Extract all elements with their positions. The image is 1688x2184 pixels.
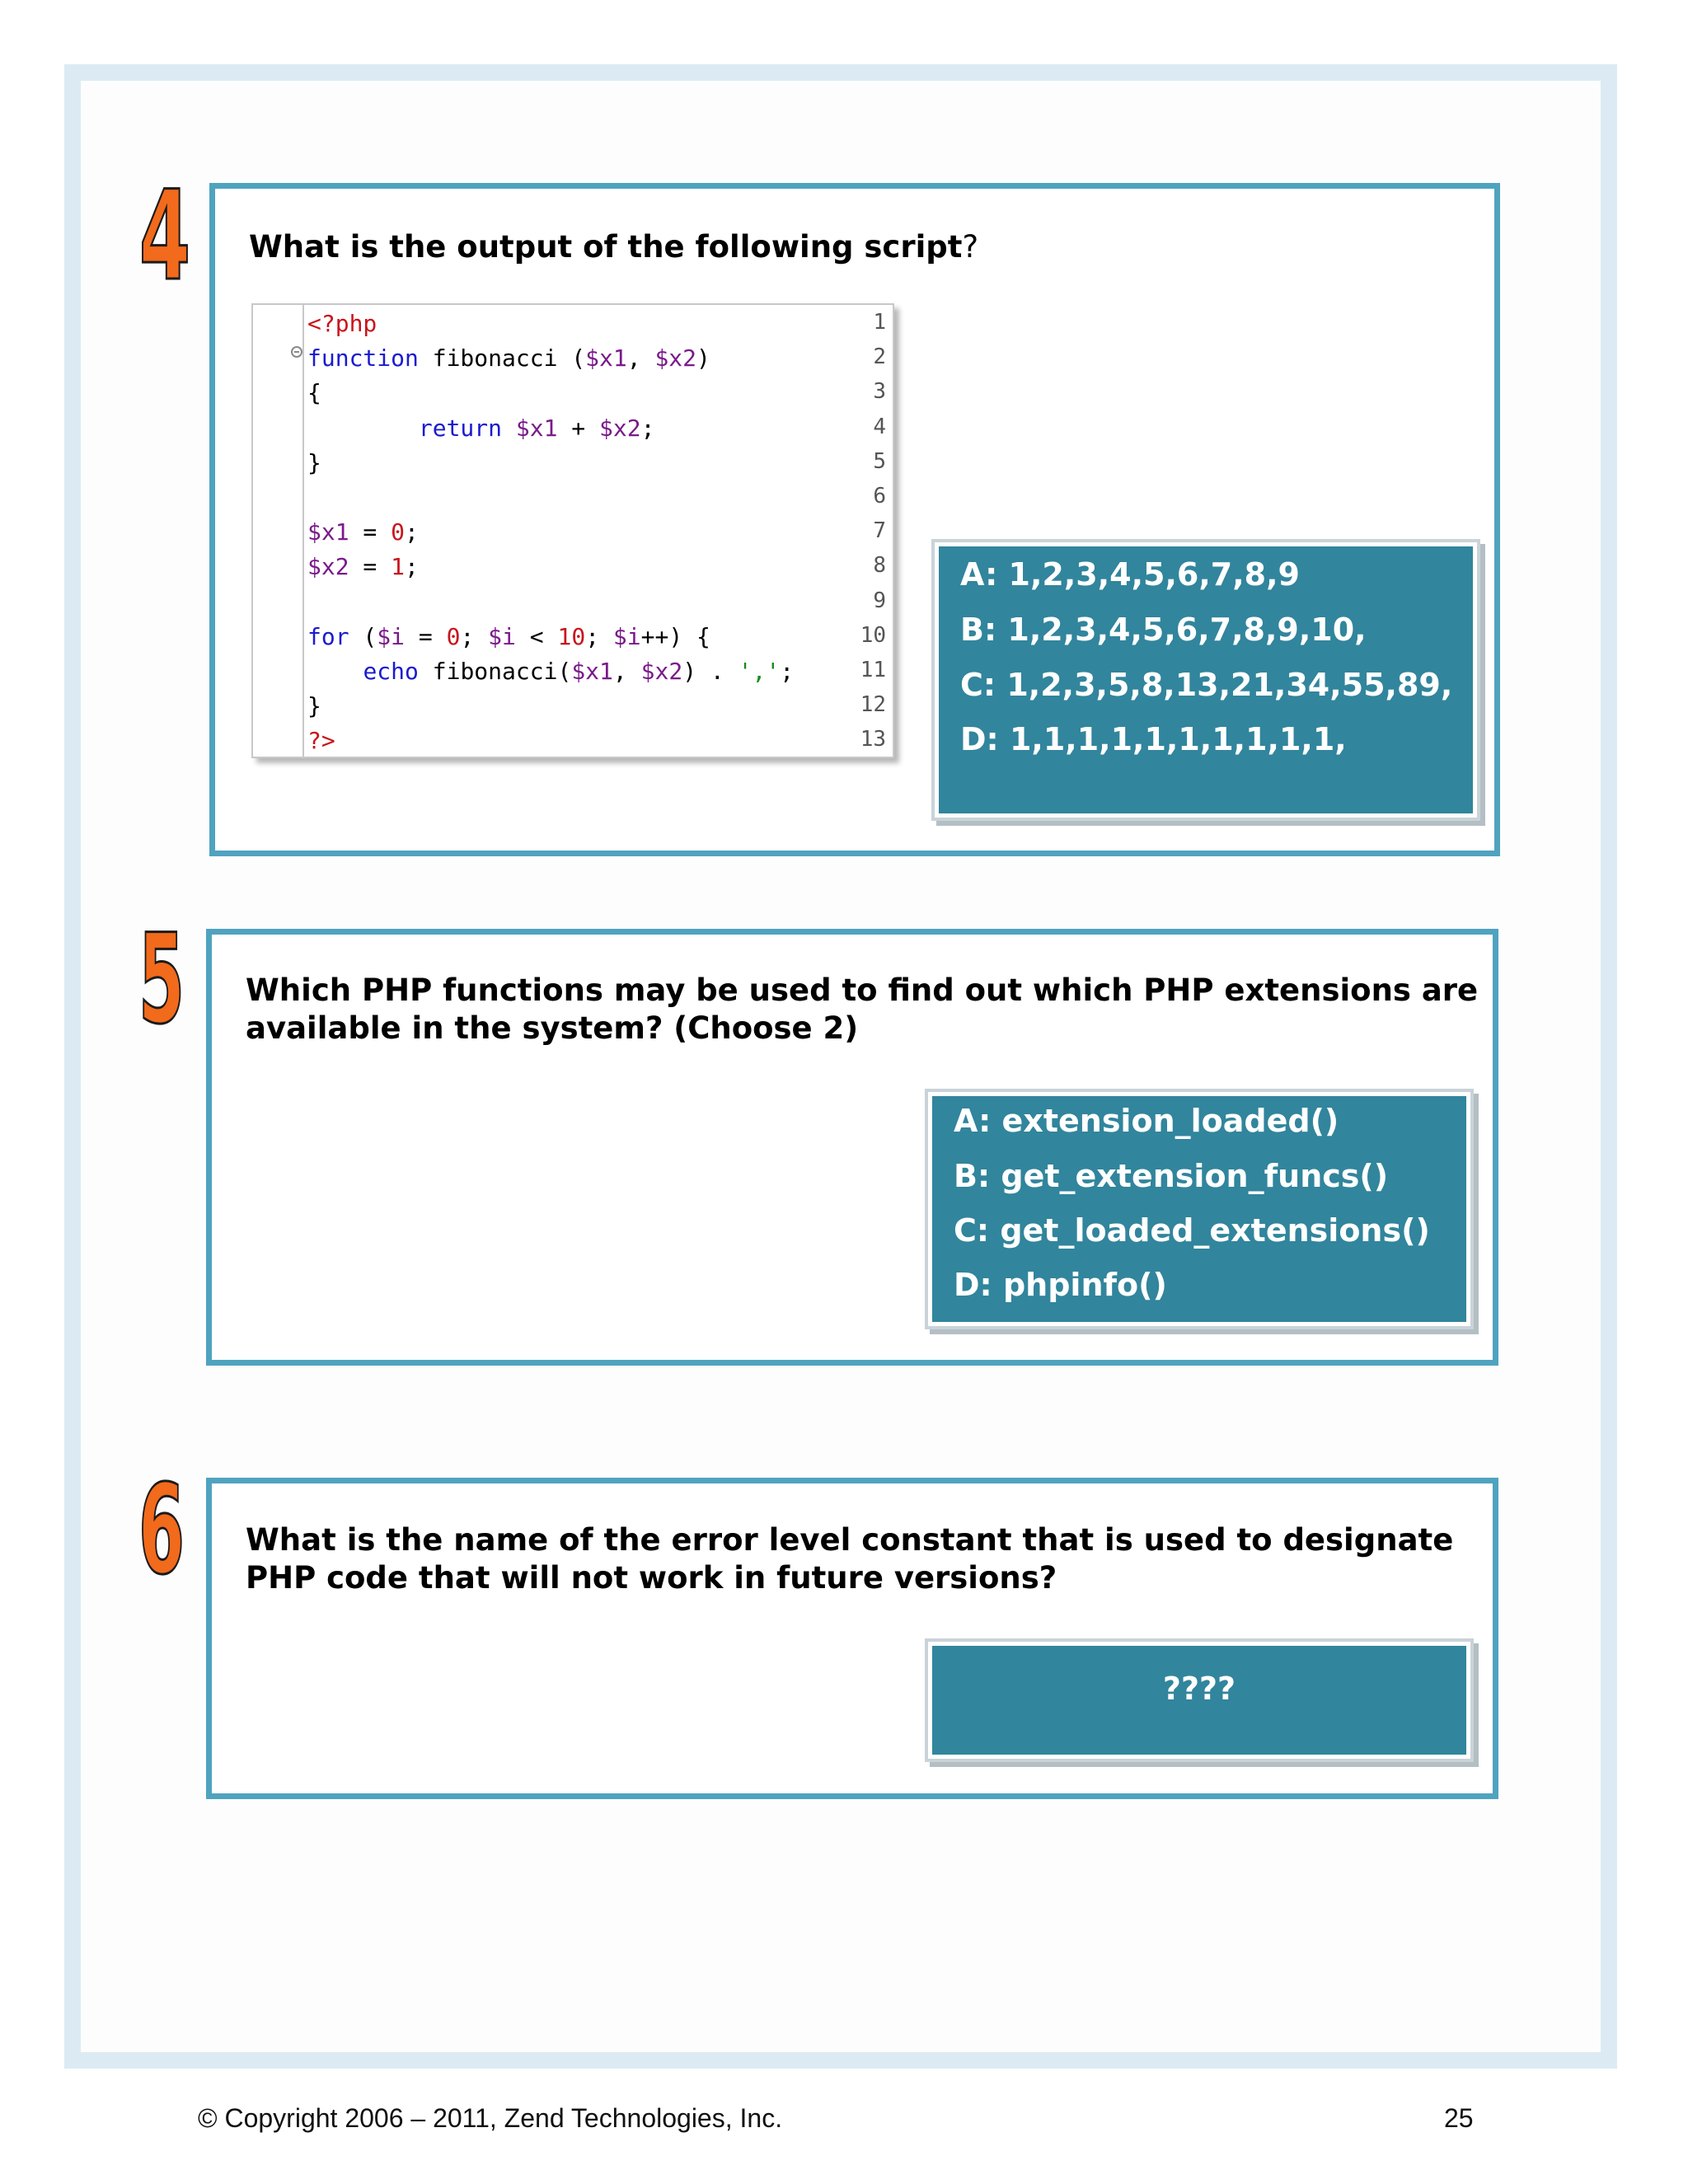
code-token: 10 — [557, 622, 586, 650]
question-number-4: 4 — [139, 165, 190, 308]
code-token: fibonacci( — [418, 658, 572, 685]
code-token: ; — [640, 414, 655, 442]
answer-option-a[interactable]: A: extension_loaded() — [954, 1103, 1339, 1139]
question-number-5: 5 — [138, 908, 185, 1052]
code-token: $x2 — [640, 658, 683, 685]
code-token: $x1 — [515, 414, 558, 442]
code-token: $i — [488, 622, 516, 650]
answer-option-d[interactable]: D: phpinfo() — [954, 1267, 1167, 1303]
code-token: , — [612, 658, 641, 685]
code-token: $x1 — [307, 518, 349, 546]
code-token: 0 — [391, 518, 406, 546]
question-4-text-main: What is the output of the following script — [249, 229, 963, 265]
code-token: } — [307, 692, 321, 720]
answer-option-b[interactable]: B: get_extension_funcs() — [954, 1158, 1389, 1194]
question-number-6-badge — [134, 1459, 190, 1602]
code-line-number: 8 — [873, 553, 886, 579]
code-token: return — [418, 414, 503, 442]
code-line — [307, 310, 377, 337]
code-token: $x1 — [571, 658, 613, 685]
code-line-number: 12 — [860, 692, 886, 718]
code-line — [307, 692, 321, 719]
code-token: $x2 — [654, 344, 697, 373]
answer-option-c[interactable]: C: get_loaded_extensions() — [954, 1212, 1430, 1249]
question-5-text-line2: available in the system? (Choose 2) — [246, 1010, 859, 1046]
question-5-answers — [928, 1092, 1470, 1326]
code-token: echo — [363, 658, 419, 685]
question-5-text — [246, 972, 1478, 1047]
code-token: ( — [349, 622, 377, 650]
code-token: 1 — [391, 553, 406, 581]
code-token: $x2 — [599, 414, 641, 442]
line-number-gutter — [253, 305, 304, 757]
question-4-mark: ? — [962, 229, 979, 265]
code-line — [307, 379, 321, 406]
question-4-answers — [935, 542, 1477, 818]
question-5-text-line1: Which PHP functions may be used to find out which PHP extensions are — [246, 972, 1479, 1008]
code-line — [307, 658, 794, 685]
code-token: { — [307, 379, 321, 407]
code-token: ; — [585, 622, 613, 650]
code-token: ; — [405, 553, 419, 581]
code-token: ',' — [738, 658, 781, 685]
code-token: $x2 — [307, 553, 349, 581]
question-6-text-line1: What is the name of the error level constant that is used to designate — [246, 1522, 1454, 1558]
footer-copyright: © Copyright 2006 – 2011, Zend Technologies, Inc. — [198, 2103, 783, 2133]
code-line — [307, 623, 710, 650]
code-token: ) . — [682, 658, 738, 685]
code-token: $i — [612, 622, 641, 650]
code-line-number: 4 — [873, 414, 886, 439]
code-token: < — [515, 622, 558, 650]
code-token: ) — [696, 344, 710, 373]
code-token: = — [405, 622, 447, 650]
code-line-number: 2 — [873, 344, 886, 370]
question-number-5-badge — [134, 908, 190, 1052]
answer-option-c[interactable]: C: 1,2,3,5,8,13,21,34,55,89, — [960, 667, 1453, 703]
code-token: = — [349, 518, 392, 546]
question-6-text — [246, 1521, 1453, 1597]
code-token — [307, 658, 363, 685]
code-line-number: 7 — [873, 518, 886, 544]
code-token: fibonacci ( — [418, 344, 586, 373]
code-token: , — [626, 344, 655, 373]
code-token: ; — [405, 518, 419, 546]
code-line — [307, 518, 419, 546]
answer-option-b[interactable]: B: 1,2,3,4,5,6,7,8,9,10, — [960, 612, 1367, 648]
fold-collapse-icon[interactable] — [291, 346, 302, 358]
code-token: for — [307, 622, 349, 650]
code-line — [307, 344, 710, 372]
question-6-text-line2: PHP code that will not work in future versions? — [246, 1560, 1057, 1596]
code-line — [307, 727, 335, 754]
code-token — [307, 415, 419, 442]
code-token: ; — [780, 658, 795, 685]
code-line — [307, 415, 654, 442]
code-token: ; — [460, 622, 489, 650]
code-line-number: 3 — [873, 379, 886, 405]
code-line-number: 11 — [860, 658, 886, 682]
code-line-number: 5 — [873, 448, 886, 474]
question-number-4-badge — [137, 165, 193, 308]
code-token: ++) { — [640, 622, 710, 650]
code-token: ?> — [307, 727, 335, 755]
code-line-number: 6 — [873, 484, 886, 509]
code-token: + — [557, 414, 600, 442]
code-line-number: 10 — [860, 622, 886, 648]
code-token: function — [307, 344, 419, 373]
code-token: $i — [377, 622, 406, 650]
code-token: = — [349, 553, 392, 581]
answer-option-a[interactable]: A: 1,2,3,4,5,6,7,8,9 — [960, 556, 1300, 593]
code-line-number: 1 — [873, 310, 886, 335]
answer-placeholder[interactable]: ???? — [1162, 1671, 1236, 1707]
question-number-6: 6 — [138, 1459, 185, 1602]
page-number: 25 — [1444, 2103, 1474, 2133]
code-token: $x1 — [585, 344, 627, 373]
code-line-number: 13 — [860, 727, 886, 752]
code-token — [502, 415, 516, 442]
question-6-answer — [928, 1642, 1470, 1759]
code-token: <?php — [307, 310, 377, 337]
code-token: 0 — [446, 622, 461, 650]
code-token: } — [307, 448, 321, 476]
code-listing — [251, 303, 894, 758]
code-line — [307, 553, 419, 580]
question-4-text — [249, 228, 978, 266]
code-line — [307, 449, 321, 476]
code-line-number: 9 — [873, 588, 886, 613]
answer-option-d[interactable]: D: 1,1,1,1,1,1,1,1,1,1, — [960, 721, 1347, 757]
